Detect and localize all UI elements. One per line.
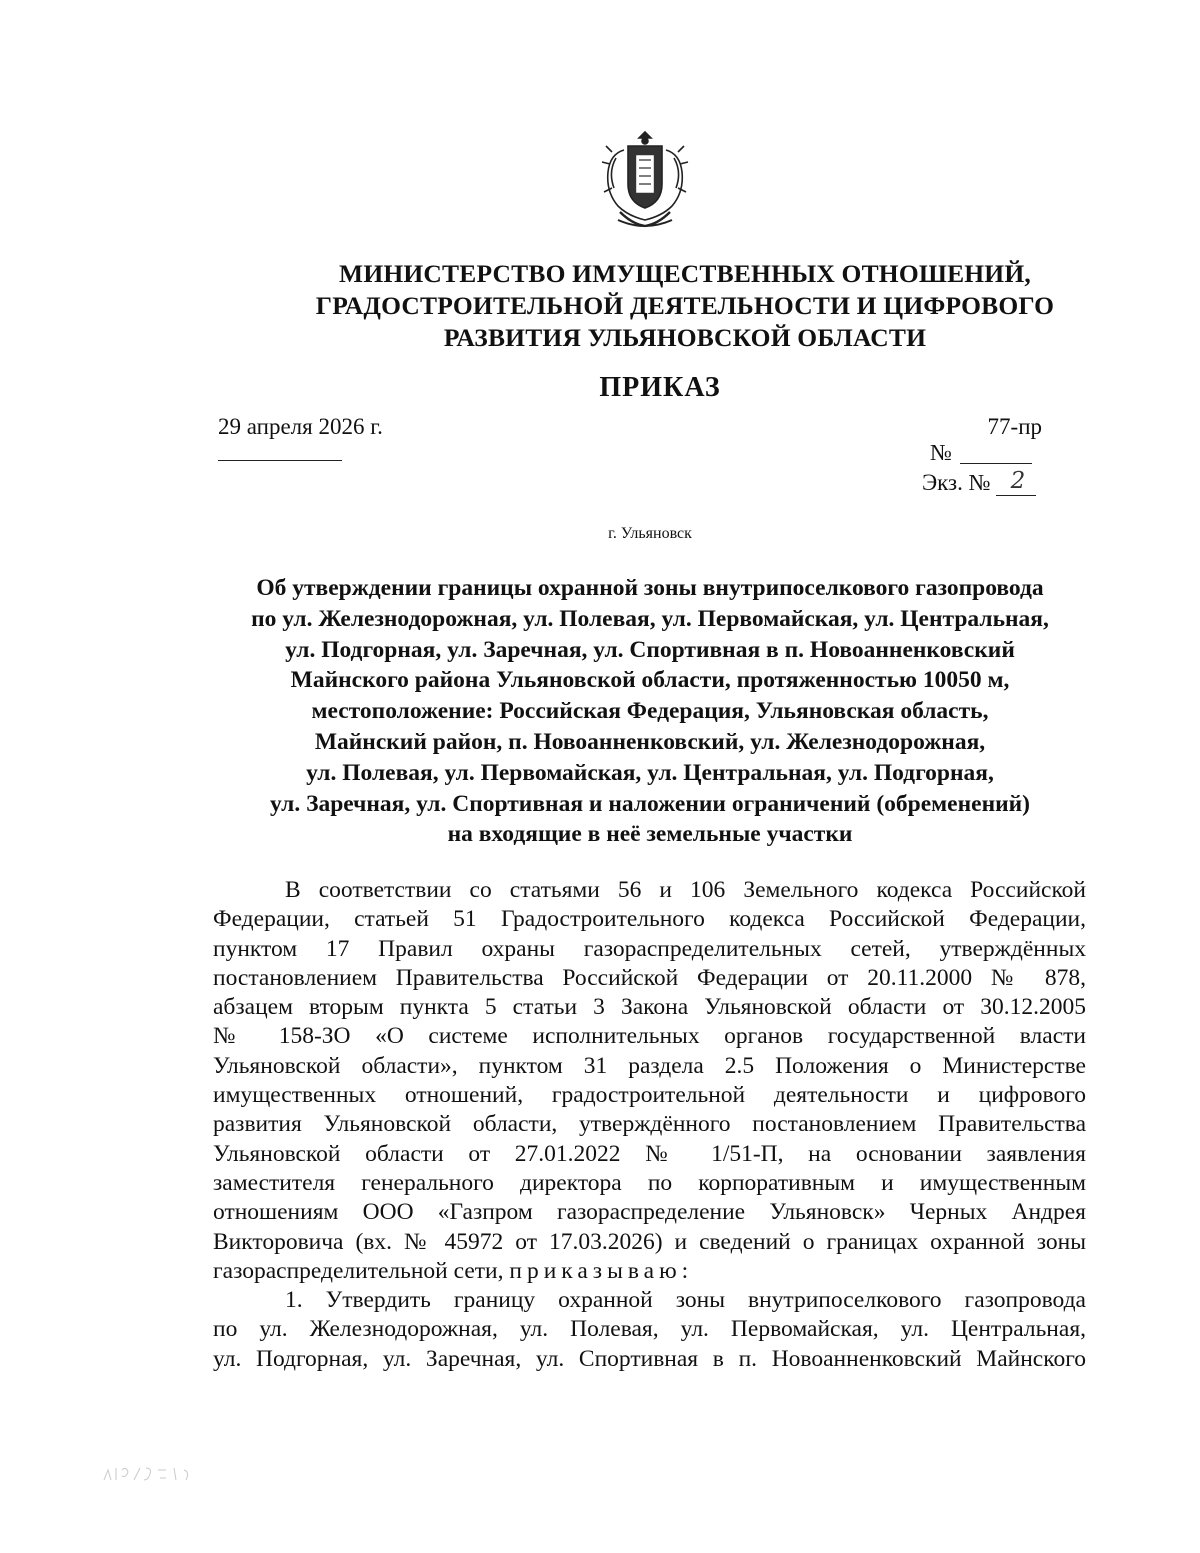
number-sign: № bbox=[930, 440, 952, 465]
document-date: 29 апреля 2026 г. bbox=[218, 414, 383, 439]
title-line: Майнского района Ульяновской области, протяженностью 10050 м, bbox=[290, 667, 1010, 694]
preamble-line: имущественных отношений, градостроительной деятельности и цифрового bbox=[213, 1082, 1086, 1109]
preamble-line: В соответствии со статьями 56 и 106 Земельного кодекса Российской bbox=[285, 877, 1086, 903]
title-line: местоположение: Российская Федерация, Ульяновская область, bbox=[311, 698, 989, 725]
preamble-line: заместителя генерального директора по корпоративным и имущественным bbox=[213, 1169, 1086, 1196]
item1-line: 1. Утвердить границу охранной зоны внутрипоселкового газопровода bbox=[285, 1287, 1086, 1314]
ministry-name-line: ГРАДОСТРОИТЕЛЬНОЙ ДЕЯТЕЛЬНОСТИ И ЦИФРОВОГО bbox=[315, 291, 1055, 320]
preamble-line: № 158-ЗО «О системе исполнительных органов государственной власти bbox=[213, 1023, 1086, 1050]
copy-number-handwritten: 2 bbox=[1010, 468, 1026, 494]
document-title bbox=[200, 573, 1100, 850]
preamble-line: постановлением Правительства Российской Федерации от 20.11.2000 № 878, bbox=[213, 964, 1086, 991]
preamble-line: отношениям ООО «Газпром газораспределение Ульяновск» Черных Андрея bbox=[213, 1199, 1086, 1226]
copy-label: Экз. № bbox=[922, 470, 991, 495]
preamble-line: Ульяновской области», пунктом 31 раздела 2.5 Положения о Министерстве bbox=[213, 1052, 1086, 1079]
number-underline bbox=[960, 463, 1032, 464]
title-line: ул. Подгорная, ул. Заречная, ул. Спортивная в п. Новоанненковский bbox=[285, 636, 1015, 663]
title-line: по ул. Железнодорожная, ул. Полевая, ул. Первомайская, ул. Центральная, bbox=[251, 605, 1049, 632]
title-line: Об утверждении границы охранной зоны внутрипоселкового газопровода bbox=[256, 575, 1044, 601]
scan-artifact-icon bbox=[102, 1462, 197, 1486]
preamble-line: Ульяновской области от 27.01.2022 № 1/51-П, на основании заявления bbox=[213, 1140, 1086, 1167]
document-body bbox=[213, 876, 1086, 1374]
ministry-name bbox=[250, 258, 1120, 354]
ministry-name-line: РАЗВИТИЯ УЛЬЯНОВСКОЙ ОБЛАСТИ bbox=[443, 323, 927, 352]
preamble-line: абзацем вторым пункта 5 статьи 3 Закона Ульяновской области от 30.12.2005 bbox=[213, 994, 1086, 1021]
order-word: приказываю: bbox=[509, 1257, 694, 1284]
document-number: 77-пр bbox=[987, 414, 1042, 439]
preamble-end: газораспределительной сети, bbox=[213, 1257, 504, 1284]
preamble-line: Федерации, статьей 51 Градостроительного кодекса Российской Федерации, bbox=[213, 906, 1086, 933]
ministry-name-line: МИНИСТЕРСТВО ИМУЩЕСТВЕННЫХ ОТНОШЕНИЙ, bbox=[339, 259, 1031, 288]
date-underline bbox=[218, 460, 342, 461]
title-line: на входящие в неё земельные участки bbox=[447, 821, 853, 848]
preamble-line: пунктом 17 Правил охраны газораспределительных сетей, утверждённых bbox=[213, 935, 1086, 962]
title-line: ул. Полевая, ул. Первомайская, ул. Центральная, ул. Подгорная, bbox=[306, 759, 994, 786]
preamble-line: Викторовича (вх. № 45972 от 17.03.2026) и сведений о границах охранной зоны bbox=[213, 1228, 1086, 1255]
preamble-line: развития Ульяновской области, утверждённого постановлением Правительства bbox=[213, 1111, 1086, 1138]
document-city: г. Ульяновск bbox=[608, 525, 692, 542]
title-line: Майнский район, п. Новоанненковский, ул. Железнодорожная, bbox=[314, 728, 986, 755]
copy-underline bbox=[996, 495, 1036, 496]
coat-of-arms-icon bbox=[598, 128, 692, 232]
item1-line: по ул. Железнодорожная, ул. Полевая, ул. Первомайская, ул. Центральная, bbox=[213, 1316, 1086, 1343]
preamble-last-line bbox=[213, 1257, 1086, 1286]
item1-line: ул. Подгорная, ул. Заречная, ул. Спортивная в п. Новоанненковский Майнского bbox=[213, 1345, 1086, 1372]
title-line: ул. Заречная, ул. Спортивная и наложении ограничений (обременений) bbox=[269, 790, 1031, 817]
document-type: ПРИКАЗ bbox=[599, 372, 721, 403]
